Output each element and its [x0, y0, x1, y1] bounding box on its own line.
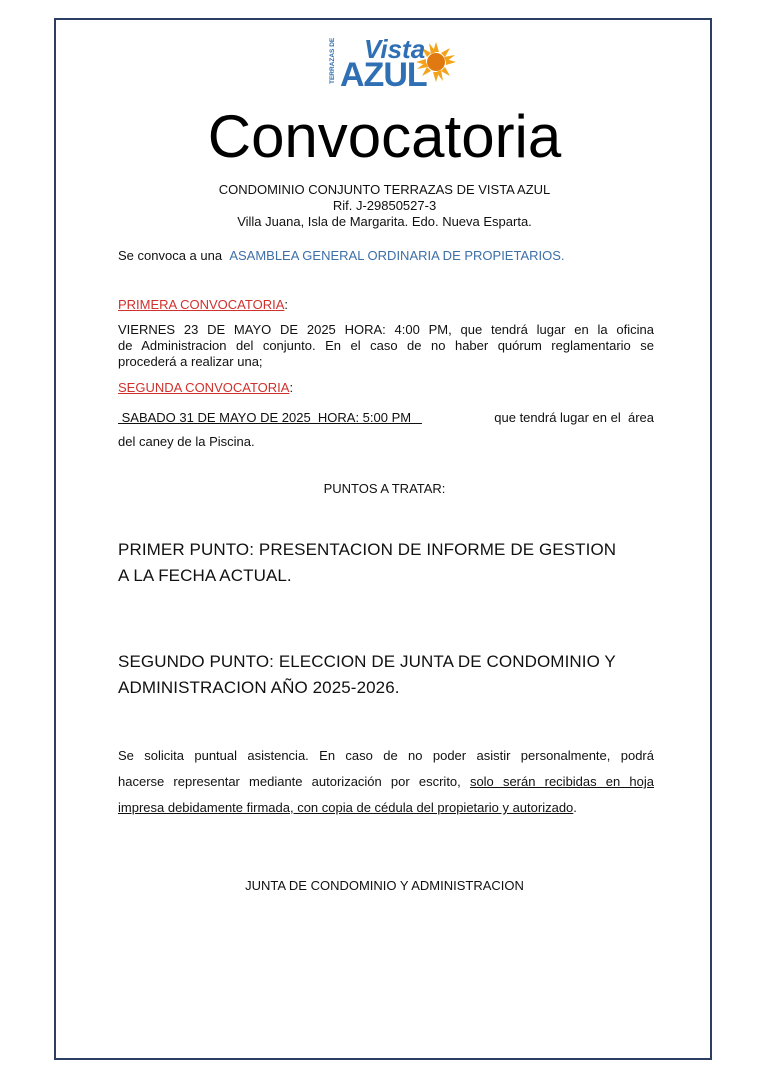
intro-paragraph: [118, 248, 654, 263]
puntos-heading: PUNTOS A TRATAR:: [323, 481, 446, 496]
asistencia-paragraph: [118, 743, 654, 821]
signature: JUNTA DE CONDOMINIO Y ADMINISTRACION: [245, 878, 524, 893]
segunda-line-2: del caney de la Piscina.: [118, 434, 255, 449]
assembly-type: ASAMBLEA GENERAL ORDINARIA DE PROPIETARIOS.: [229, 248, 565, 263]
primera-line-2: de Administracion del conjunto. En el caso de no haber quórum reglamentario se: [118, 338, 654, 353]
primera-label: PRIMERA CONVOCATORIA: [118, 297, 285, 312]
logo-small-text: TERRAZAS DE: [329, 37, 336, 84]
punto-1: [118, 537, 678, 589]
page-title: Convocatoria: [207, 103, 562, 170]
logo-word-azul: AZUL: [340, 56, 427, 90]
segunda-location: que tendrá lugar en el área: [494, 410, 654, 425]
sun-logo-icon: [318, 32, 458, 90]
rif-number: Rif. J-29850527-3: [332, 198, 437, 213]
primera-line-1: VIERNES 23 DE MAYO DE 2025 HORA: 4:00 PM, que tendrá lugar en la oficina: [118, 322, 654, 337]
punto-1-line-1: PRIMER PUNTO: PRESENTACION DE INFORME DE GESTION: [118, 540, 617, 559]
asistencia-line-3: [118, 795, 654, 821]
header-info: [0, 182, 769, 230]
punto-2-line-1: SEGUNDO PUNTO: ELECCION DE JUNTA DE CONDOMINIO Y: [118, 652, 616, 671]
asistencia-line-2-underlined: solo serán recibidas en hoja: [469, 774, 654, 789]
asistencia-line-3-underlined: impresa debidamente firmada, con copia de cédula del propietario y autorizado: [118, 800, 574, 815]
condominium-name: CONDOMINIO CONJUNTO TERRAZAS DE VISTA AZUL: [218, 182, 551, 197]
segunda-heading: [118, 380, 654, 395]
logo-word-vista: Vista: [364, 34, 426, 64]
primera-colon: :: [284, 297, 289, 312]
segunda-line-1: [118, 406, 654, 430]
asistencia-line-3-end: .: [573, 800, 577, 815]
logo: [318, 32, 458, 90]
asistencia-line-2-plain: hacerse representar mediante autorización por escrito,: [118, 774, 470, 789]
punto-2-text: ADMINISTRACION AÑO 2025-2026: [118, 678, 395, 697]
punto-2: [118, 649, 678, 701]
address: Villa Juana, Isla de Margarita. Edo. Nueva Esparta.: [237, 214, 532, 229]
asistencia-line-1: Se solicita puntual asistencia. En caso de no poder asistir personalmente, podrá: [118, 748, 654, 763]
asistencia-line-2: [118, 769, 654, 795]
segunda-body: [118, 406, 654, 454]
segunda-label: SEGUNDA CONVOCATORIA: [118, 380, 290, 395]
primera-body: [118, 322, 654, 370]
punto-1-line-2: A LA FECHA ACTUAL.: [118, 566, 292, 585]
primera-heading: [118, 297, 654, 312]
segunda-colon: :: [289, 380, 294, 395]
primera-line-3: procederá a realizar una;: [118, 354, 263, 369]
punto-2-end: .: [394, 678, 400, 697]
punto-2-line-2: [118, 675, 678, 701]
intro-prefix: Se convoca a una: [118, 248, 223, 263]
segunda-datetime: SABADO 31 DE MAYO DE 2025 HORA: 5:00 PM: [118, 410, 422, 425]
